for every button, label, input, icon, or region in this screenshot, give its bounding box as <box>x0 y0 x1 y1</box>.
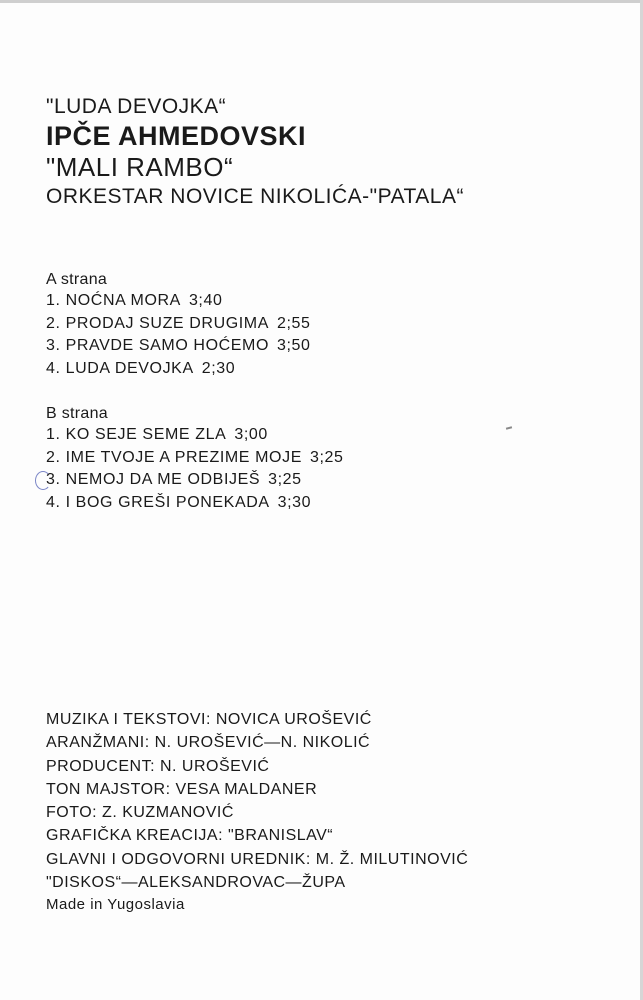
credit-line: FOTO: Z. KUZMANOVIĆ <box>46 804 234 822</box>
side-b-title: B strana <box>46 405 108 422</box>
orchestra-name: ORKESTAR NOVICE NIKOLIĆA-"PATALA“ <box>46 185 464 208</box>
track-title: I BOG GREŠI PONEKADA <box>65 493 270 511</box>
made-in-label: Made in Yugoslavia <box>46 896 185 914</box>
track-number: 3. <box>46 471 61 488</box>
track-row <box>46 447 606 470</box>
track-time: 3;25 <box>309 448 344 466</box>
track-number: 2. <box>46 314 61 332</box>
track-time: 3;00 <box>234 426 268 443</box>
track-row <box>46 313 606 336</box>
track-title: PRODAJ SUZE DRUGIMA <box>65 314 270 332</box>
side-b-tracklist <box>46 404 606 514</box>
credit-line: "DISKOS“—ALEKSANDROVAC—ŽUPA <box>46 874 346 892</box>
credit-line: PRODUCENT: N. UROŠEVIĆ <box>46 757 270 775</box>
track-time: 3;30 <box>277 493 312 511</box>
track-number: 1. <box>46 426 61 443</box>
track-row <box>46 335 606 358</box>
side-a-title: A strana <box>46 271 108 288</box>
album-header <box>46 94 636 210</box>
credit-line: GLAVNI I ODGOVORNI UREDNIK: M. Ž. MILUTINOVIĆ <box>46 850 469 868</box>
track-title: PRAVDE SAMO HOĆEMO <box>65 337 270 354</box>
track-row <box>46 492 606 515</box>
pen-circle-mark <box>35 471 51 490</box>
track-time: 3;40 <box>188 292 223 309</box>
track-time: 3;50 <box>277 337 311 354</box>
track-time: 3;25 <box>268 471 302 488</box>
side-a-tracklist <box>46 270 606 380</box>
track-time: 2;30 <box>201 359 236 377</box>
track-title: IME TVOJE A PREZIME MOJE <box>65 448 302 466</box>
track-row <box>46 424 606 447</box>
track-row <box>46 358 606 381</box>
album-title-line: "LUDA DEVOJKA“ <box>46 95 227 118</box>
track-number: 4. <box>46 493 61 511</box>
credits-block <box>46 708 636 916</box>
track-title: LUDA DEVOJKA <box>65 359 194 377</box>
track-title: NOĆNA MORA <box>65 292 181 309</box>
scan-edge-top <box>0 0 643 3</box>
track-number: 1. <box>46 292 61 309</box>
track-row <box>46 469 606 492</box>
credit-line: ARANŽMANI: N. UROŠEVIĆ—N. NIKOLIĆ <box>46 734 371 752</box>
credit-line: MUZIKA I TEKSTOVI: NOVICA UROŠEVIĆ <box>46 711 372 728</box>
artist-name: IPČE AHMEDOVSKI <box>46 121 307 151</box>
credit-line: GRAFIČKA KREACIJA: "BRANISLAV“ <box>46 827 334 845</box>
track-row <box>46 290 606 313</box>
track-title: KO SEJE SEME ZLA <box>65 426 227 443</box>
track-number: 4. <box>46 359 61 377</box>
artist-nickname: "MALI RAMBO“ <box>46 152 234 182</box>
track-time: 2;55 <box>277 314 311 332</box>
track-title: NEMOJ DA ME ODBIJEŠ <box>65 471 261 488</box>
track-number: 3. <box>46 337 61 354</box>
credit-line: TON MAJSTOR: VESA MALDANER <box>46 780 318 798</box>
track-number: 2. <box>46 448 61 466</box>
